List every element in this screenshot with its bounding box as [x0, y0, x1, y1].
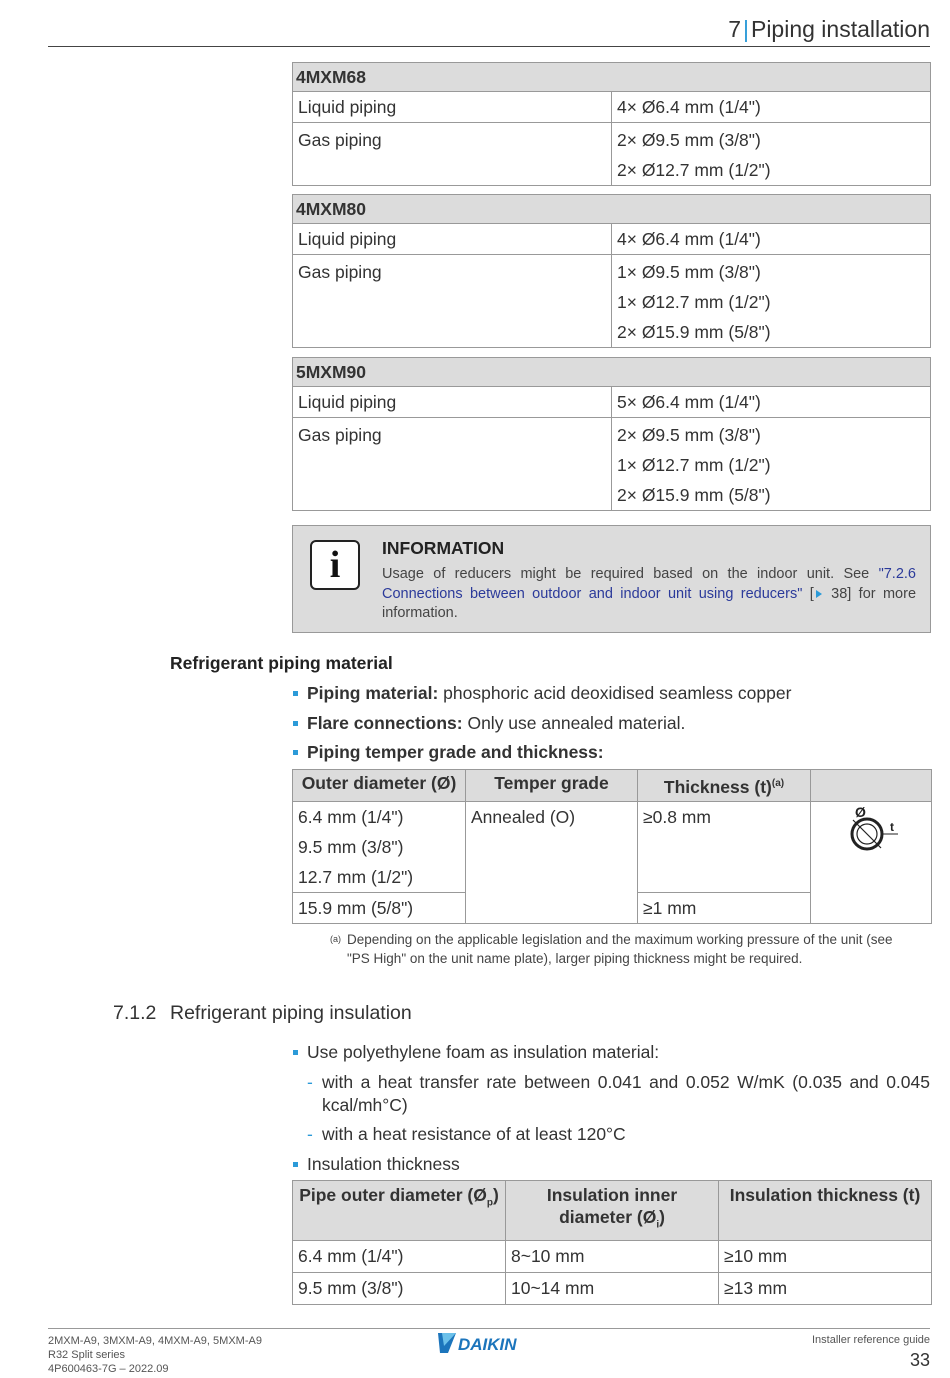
- outer-diameter: 6.4 mm (1/4"): [298, 806, 404, 827]
- col-header-temper: Temper grade: [466, 770, 638, 802]
- gas-value: 2× Ø15.9 mm (5/8"): [617, 485, 771, 505]
- col-header-outer: Outer diameter (Ø): [293, 770, 466, 802]
- bullet-piping-material: [307, 683, 791, 704]
- daikin-logo: [438, 1332, 542, 1354]
- info-text-start: Usage of reducers might be required based on the indoor unit. See: [382, 566, 879, 582]
- gas-label: Gas piping: [298, 262, 382, 282]
- header-text-end: ): [492, 1185, 499, 1205]
- liquid-value: 4× Ø6.4 mm (1/4"): [617, 97, 761, 117]
- gas-value: 2× Ø9.5 mm (3/8"): [617, 130, 761, 150]
- temper-grade: Annealed (O): [471, 806, 576, 827]
- footer-rule: [48, 1328, 930, 1329]
- header-separator: |: [743, 16, 749, 42]
- pipe-section-icon: [843, 804, 903, 860]
- table-row: [293, 1272, 932, 1304]
- spec-table-5mxm90: [292, 357, 931, 511]
- header-text: Pipe outer diameter (Ø: [299, 1185, 487, 1205]
- insulation-table: [292, 1180, 932, 1305]
- liquid-label: Liquid piping: [298, 229, 397, 249]
- bullet-label: Flare connections:: [307, 713, 463, 733]
- section-title: Refrigerant piping insulation: [170, 1002, 412, 1024]
- outer-diameter: 9.5 mm (3/8"): [298, 836, 404, 857]
- thickness-value: ≥1 mm: [643, 897, 697, 918]
- spec-table-4mxm80: [292, 194, 931, 348]
- thickness-header-text: Thickness (t): [663, 776, 772, 797]
- liquid-value: 5× Ø6.4 mm (1/4"): [617, 392, 761, 412]
- bullet-text: phosphoric acid deoxidised seamless copper: [438, 683, 792, 703]
- subheading-material: Refrigerant piping material: [170, 653, 393, 673]
- col-header-insulation-inner: [506, 1181, 719, 1241]
- gas-label: Gas piping: [298, 130, 382, 150]
- gas-value: 2× Ø15.9 mm (5/8"): [617, 322, 771, 342]
- bullet-temper: [307, 742, 604, 763]
- col-header-diagram: [811, 770, 932, 802]
- gas-value: 1× Ø9.5 mm (3/8"): [617, 262, 761, 282]
- information-box: [292, 525, 931, 633]
- gas-value: 2× Ø12.7 mm (1/2"): [617, 160, 771, 180]
- model-name: 4MXM68: [293, 63, 931, 92]
- svg-text:DAIKIN: DAIKIN: [458, 1335, 517, 1354]
- page-header: [728, 16, 930, 43]
- table-cell: ≥13 mm: [719, 1272, 932, 1304]
- liquid-label: Liquid piping: [298, 97, 397, 117]
- header-subscript: i: [656, 1219, 660, 1231]
- outer-diameter: 15.9 mm (5/8"): [298, 897, 414, 918]
- footnote-mark: (a): [330, 934, 341, 944]
- chapter-title: Piping installation: [750, 16, 930, 42]
- footer-guide: Installer reference guide: [811, 1334, 930, 1346]
- table-cell: 10~14 mm: [506, 1272, 719, 1304]
- footnote-ref: (a): [771, 778, 785, 789]
- footer-docno: 4P600463-7G – 2022.09: [48, 1363, 169, 1375]
- outer-diameter: 12.7 mm (1/2"): [298, 866, 414, 887]
- table-cell: 9.5 mm (3/8"): [293, 1272, 506, 1304]
- footnote: [330, 930, 907, 968]
- spec-table-4mxm68: [292, 62, 931, 186]
- col-header-pipe-outer: [293, 1181, 506, 1241]
- gas-value: 1× Ø12.7 mm (1/2"): [617, 292, 771, 312]
- reducers-link[interactable]: "7.2.6 Connections between outdoor and indoor unit using reducers": [382, 566, 916, 602]
- info-icon: i: [310, 540, 360, 590]
- col-header-thickness: [638, 770, 811, 802]
- model-name: 5MXM90: [293, 358, 931, 387]
- bullet-label: Piping temper grade and thickness:: [307, 742, 604, 762]
- liquid-value: 4× Ø6.4 mm (1/4"): [617, 229, 761, 249]
- footer-models: 2MXM-A9, 3MXM-A9, 4MXM-A9, 5MXM-A9: [48, 1335, 262, 1347]
- chapter-number: 7: [728, 16, 741, 42]
- table-cell: ≥10 mm: [719, 1240, 932, 1272]
- bullet-flare: [307, 713, 685, 734]
- thickness-symbol: t: [890, 819, 894, 834]
- bullet-foam: Use polyethylene foam as insulation material:: [307, 1042, 660, 1062]
- dash-heat-resistance: - with a heat resistance of at least 120°C: [322, 1123, 626, 1146]
- bullet-text: Only use annealed material.: [462, 713, 686, 733]
- bullet-insulation-thickness: Insulation thickness: [307, 1154, 460, 1174]
- info-title: INFORMATION: [382, 538, 505, 558]
- header-text-end: ): [659, 1207, 665, 1227]
- temper-table: [292, 769, 932, 924]
- diameter-symbol: Ø: [855, 803, 866, 820]
- pipe-diagram-cell: [811, 801, 932, 923]
- page-number: 33: [909, 1350, 930, 1370]
- header-subscript: p: [486, 1197, 493, 1209]
- info-text-end: for more information.: [382, 585, 917, 621]
- footer-series: R32 Split series: [48, 1349, 126, 1361]
- table-cell: 6.4 mm (1/4"): [293, 1240, 506, 1272]
- page-arrow-icon: [816, 590, 822, 598]
- gas-label: Gas piping: [298, 425, 382, 445]
- header-rule: [48, 46, 930, 47]
- col-header-insulation-thickness: Insulation thickness (t): [719, 1181, 932, 1241]
- footer-left: [48, 1334, 262, 1376]
- info-text: [382, 565, 916, 624]
- gas-value: 2× Ø9.5 mm (3/8"): [617, 425, 761, 445]
- dash-heat-transfer: - with a heat transfer rate between 0.041 and 0.052 W/mK (0.035 and 0.045 kcal/mh°C): [322, 1071, 930, 1117]
- bullet-label: Piping material:: [307, 683, 439, 703]
- table-row: [293, 1240, 932, 1272]
- footnote-text: Depending on the applicable legislation and the maximum working pressure of the unit (see "PS High" on the unit name plate), larger piping thickness might be required.: [347, 932, 893, 966]
- header-text: Insulation inner diameter (Ø: [546, 1185, 678, 1227]
- table-cell: 8~10 mm: [506, 1240, 719, 1272]
- gas-value: 1× Ø12.7 mm (1/2"): [617, 455, 771, 475]
- section-number: 7.1.2: [113, 1002, 157, 1024]
- info-page-ref: 38]: [823, 585, 852, 602]
- model-name: 4MXM80: [293, 195, 931, 224]
- info-ref-open: [: [802, 585, 814, 602]
- thickness-value: ≥0.8 mm: [643, 806, 711, 827]
- liquid-label: Liquid piping: [298, 392, 397, 412]
